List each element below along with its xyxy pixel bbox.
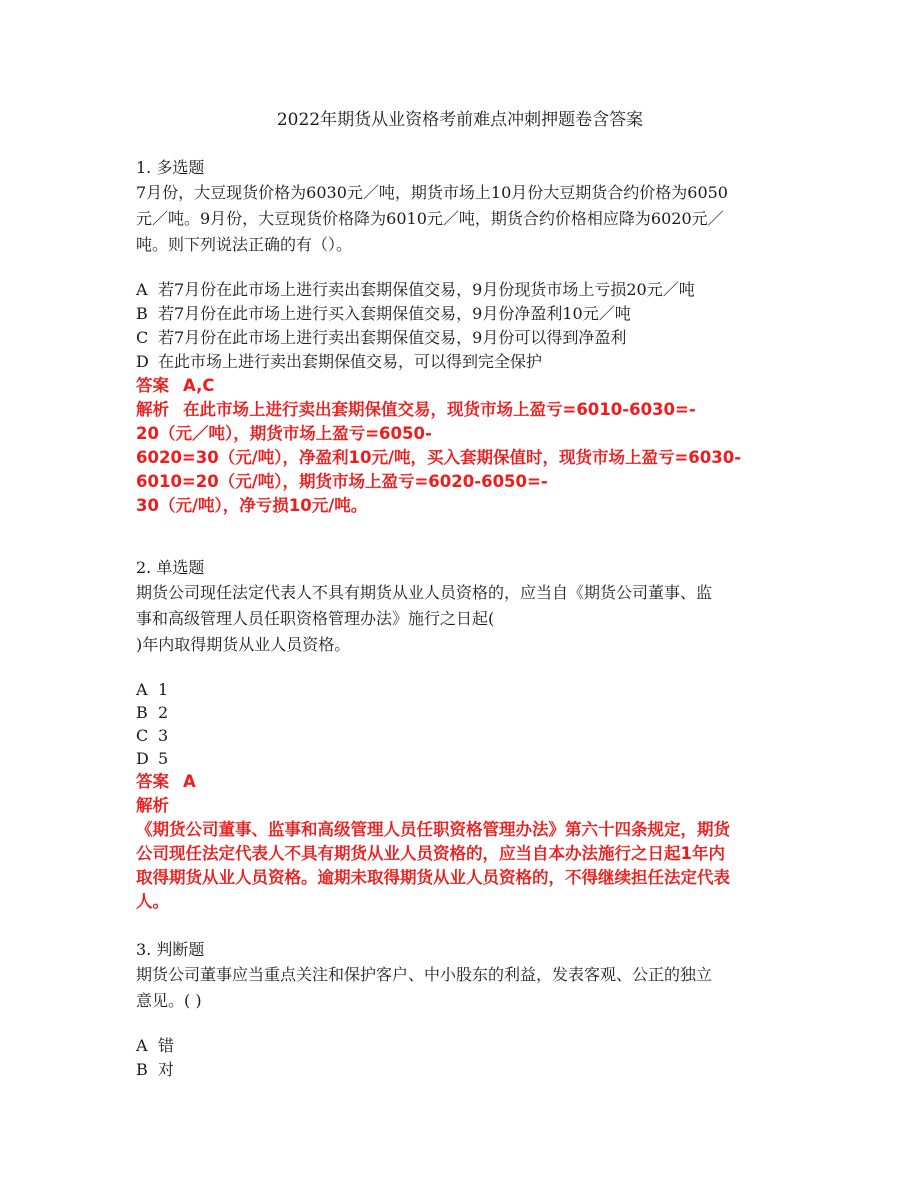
option-b [136, 701, 786, 724]
option-b [136, 302, 786, 326]
option-text: 对 [158, 1060, 175, 1079]
option-text: 若7月份在此市场上进行卖出套期保值交易，9月份可以得到净盈利 [158, 328, 627, 347]
stem-line: 吨。则下列说法正确的有（）。 [136, 235, 353, 254]
stem-line: 7月份，大豆现货价格为6030元／吨，期货市场上10月份大豆期货合约价格为6050 [136, 183, 728, 202]
explanation-label: 解析 [136, 796, 169, 815]
question-3-options [136, 1034, 786, 1082]
stem-line: 事和高级管理人员任职资格管理办法》施行之日起( [136, 609, 495, 628]
answer-line [136, 374, 786, 398]
question-2 [136, 556, 786, 658]
question-stem [136, 580, 786, 658]
option-c [136, 326, 786, 350]
answer-label: 答案 [136, 376, 169, 395]
option-text: 2 [158, 703, 169, 722]
explanation [136, 398, 786, 518]
explanation [136, 794, 786, 914]
explanation-line: 30（元/吨），净亏损10元/吨。 [136, 496, 368, 515]
option-text: 5 [158, 749, 169, 768]
explanation-line: 公司现任法定代表人不具有期货从业人员资格的，应当自本办法施行之日起1年内 [136, 844, 725, 863]
explanation-line [136, 398, 786, 422]
question-stem [136, 180, 786, 258]
option-key: B [136, 703, 148, 722]
option-key: B [136, 1060, 148, 1079]
document-title: 2022年期货从业资格考前难点冲刺押题卷含答案 [276, 110, 644, 130]
explanation-line: 《期货公司董事、监事和高级管理人员任职资格管理办法》第六十四条规定，期货 [136, 820, 730, 839]
option-b [136, 1058, 786, 1082]
option-d [136, 350, 786, 374]
option-text: 1 [158, 680, 169, 699]
option-key: C [136, 726, 149, 745]
option-text: 若7月份在此市场上进行买入套期保值交易，9月份净盈利10元／吨 [158, 304, 631, 323]
option-key: D [136, 352, 149, 371]
stem-line: 意见。( ) [136, 991, 202, 1010]
option-key: D [136, 749, 149, 768]
stem-line: 期货公司董事应当重点关注和保护客户、中小股东的利益，发表客观、公正的独立 [136, 965, 713, 984]
option-key: A [136, 280, 148, 299]
option-c [136, 724, 786, 747]
explanation-line: 6010=20（元/吨），期货市场上盈亏=6020-6050=- [136, 472, 548, 491]
explanation-line: 取得期货从业人员资格。逾期未取得期货从业人员资格的，不得继续担任法定代表 [136, 868, 730, 887]
explanation-line: 20（元／吨），期货市场上盈亏=6050- [136, 424, 432, 443]
explanation-line: 人。 [136, 892, 169, 911]
option-text: 错 [158, 1036, 175, 1055]
option-a [136, 278, 786, 302]
question-stem [136, 962, 786, 1014]
option-d [136, 747, 786, 770]
explanation-text: 在此市场上进行卖出套期保值交易，现货市场上盈亏=6010-6030=- [183, 400, 696, 419]
answer-value: A [183, 772, 196, 791]
option-a [136, 678, 786, 701]
answer-line [136, 770, 786, 794]
option-a [136, 1034, 786, 1058]
option-key: C [136, 328, 149, 347]
question-header: 2. 单选题 [136, 558, 205, 577]
question-1 [136, 156, 786, 258]
question-1-options [136, 278, 786, 518]
answer-label: 答案 [136, 772, 169, 791]
stem-line: 元／吨。9月份，大豆现货价格降为6010元／吨，期货合约价格相应降为6020元／ [136, 209, 724, 228]
question-2-options [136, 678, 786, 914]
question-header: 3. 判断题 [136, 940, 205, 959]
explanation-line: 6020=30（元/吨），净盈利10元/吨，买入套期保值时，现货市场上盈亏=6030- [136, 448, 742, 467]
option-text: 在此市场上进行卖出套期保值交易，可以得到完全保护 [158, 352, 543, 371]
option-key: A [136, 1036, 148, 1055]
question-header: 1. 多选题 [136, 158, 205, 177]
stem-line: 期货公司现任法定代表人不具有期货从业人员资格的，应当自《期货公司董事、监 [136, 583, 713, 602]
option-text: 若7月份在此市场上进行卖出套期保值交易，9月份现货市场上亏损20元／吨 [158, 280, 695, 299]
option-key: A [136, 680, 148, 699]
answer-value: A,C [183, 376, 215, 395]
question-3 [136, 938, 786, 1014]
option-key: B [136, 304, 148, 323]
option-text: 3 [158, 726, 169, 745]
explanation-label: 解析 [136, 400, 169, 419]
stem-line: )年内取得期货从业人员资格。 [136, 635, 351, 654]
